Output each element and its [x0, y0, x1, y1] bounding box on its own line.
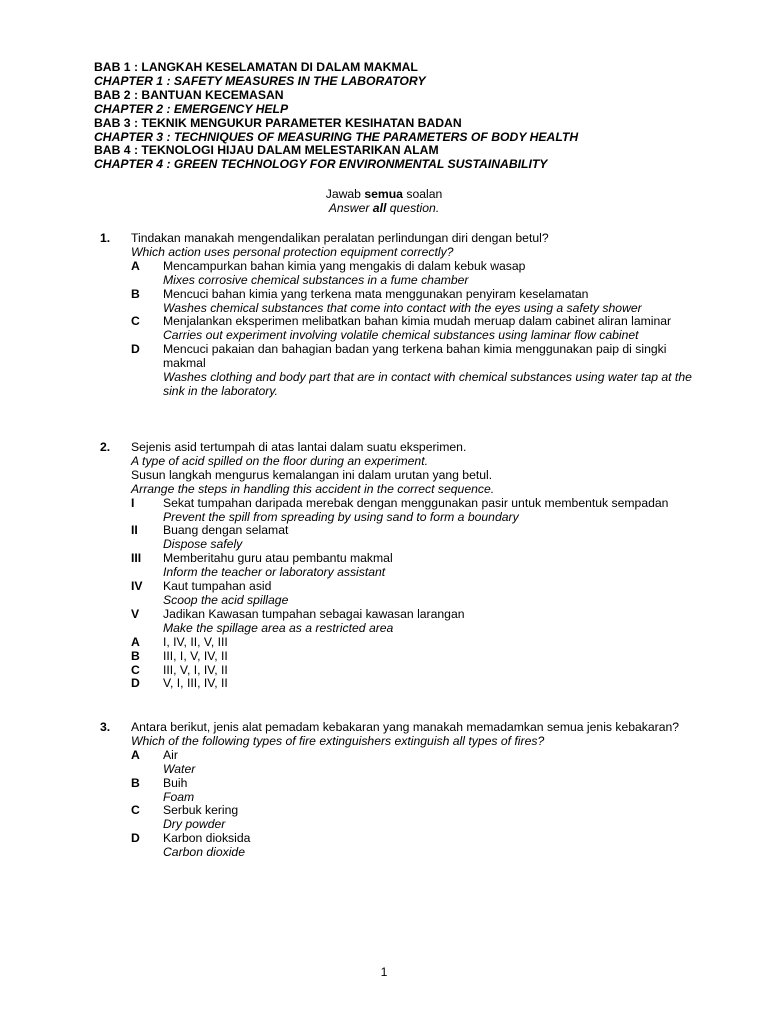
- question-stem: Antara berikut, jenis alat pemadam kebakaran yang manakah memadamkan semua jenis kebakaran?: [131, 720, 680, 734]
- chapter-3-title-en: CHAPTER 3 : TECHNIQUES OF MEASURING THE PARAMETERS OF BODY HEALTH: [94, 129, 579, 144]
- option-d[interactable]: [131, 677, 700, 691]
- step-label: IV: [131, 579, 143, 594]
- option-label: A: [131, 634, 140, 649]
- option-text-en: Foam: [163, 789, 195, 804]
- option-text: III, I, V, IV, II: [163, 648, 228, 663]
- question-stem-2: Susun langkah mengurus kemalangan ini dalam urutan yang betul.: [131, 467, 493, 482]
- instructions: [0, 188, 768, 216]
- option-text-en: Mixes corrosive chemical substances in a fume chamber: [163, 272, 469, 287]
- option-label: A: [131, 747, 140, 762]
- option-text: Air: [163, 747, 178, 762]
- chapter-2-title-ms: BAB 2 : BANTUAN KECEMASAN: [94, 87, 284, 102]
- option-d[interactable]: [131, 832, 700, 860]
- option-b[interactable]: [131, 288, 700, 316]
- option-d[interactable]: [131, 343, 700, 399]
- chapter-3-title-ms: BAB 3 : TEKNIK MENGUKUR PARAMETER KESIHATAN BADAN: [94, 115, 462, 130]
- option-text: Menjalankan eksperimen melibatkan bahan kimia mudah meruap dalam cabinet aliran laminar: [163, 314, 672, 329]
- step-ii: [131, 524, 700, 552]
- option-label: C: [131, 314, 140, 329]
- question-number: 1.: [100, 231, 111, 245]
- question-number: 3.: [100, 720, 111, 734]
- page-number: 1: [380, 965, 388, 979]
- question-2: [100, 441, 700, 691]
- question-stem: Tindakan manakah mengendalikan peralatan perlindungan diri dengan betul?: [131, 231, 549, 245]
- option-label: D: [131, 831, 140, 846]
- chapter-1-title-ms: BAB 1 : LANGKAH KESELAMATAN DI DALAM MAKMAL: [94, 60, 418, 74]
- chapter-headers: [94, 61, 714, 172]
- option-label: B: [131, 648, 140, 663]
- option-a[interactable]: [131, 260, 700, 288]
- instruction-en-pre: Answer: [328, 200, 373, 215]
- option-label: B: [131, 775, 140, 790]
- option-b[interactable]: [131, 777, 700, 805]
- option-text-en: Carries out experiment involving volatile chemical substances using laminar flow cabinet: [163, 328, 639, 343]
- chapter-1-title-en: CHAPTER 1 : SAFETY MEASURES IN THE LABORATORY: [94, 73, 426, 88]
- option-label: B: [131, 286, 140, 301]
- option-text: Mencampurkan bahan kimia yang mengakis di dalam kebuk wasap: [163, 258, 526, 273]
- instruction-en-post: question.: [386, 200, 440, 215]
- option-text-en: Water: [163, 761, 196, 776]
- step-iv: [131, 580, 700, 608]
- step-iii: [131, 552, 700, 580]
- option-text: Buih: [163, 775, 188, 790]
- instruction-ms: [0, 188, 768, 202]
- chapter-4-title-ms: BAB 4 : TEKNOLOGI HIJAU DALAM MELESTARIKAN ALAM: [94, 143, 439, 158]
- question-stem-en: A type of acid spilled on the floor during an experiment.: [131, 453, 428, 468]
- option-label: C: [131, 803, 140, 818]
- step-text-en: Scoop the acid spillage: [163, 592, 289, 607]
- question-3: [100, 721, 700, 860]
- step-i: [131, 497, 700, 525]
- option-text-en: Dry powder: [163, 817, 226, 832]
- option-text: Mencuci pakaian dan bahagian badan yang terkena bahan kimia menggunakan paip di singki makmal: [163, 342, 667, 371]
- option-text: Mencuci bahan kimia yang terkena mata menggunakan penyiram keselamatan: [163, 286, 589, 301]
- option-a[interactable]: [131, 636, 700, 650]
- option-c[interactable]: [131, 315, 700, 343]
- step-text: Memberitahu guru atau pembantu makmal: [163, 551, 393, 566]
- option-text-en: Washes chemical substances that come into contact with the eyes using a safety shower: [163, 300, 642, 315]
- step-text-en: Dispose safely: [163, 537, 243, 552]
- option-label: C: [131, 662, 140, 677]
- option-text: III, V, I, IV, II: [163, 662, 228, 677]
- option-text-en: Washes clothing and body part that are in contact with chemical substances using water tap at the sink in the laboratory.: [163, 370, 692, 398]
- instruction-ms-bold: semua: [364, 187, 403, 201]
- option-text: Karbon dioksida: [163, 831, 251, 846]
- option-text: Serbuk kering: [163, 803, 239, 818]
- question-stem-en: Which of the following types of fire extinguishers extinguish all types of fires?: [131, 733, 545, 748]
- option-a[interactable]: [131, 749, 700, 777]
- option-text-en: Carbon dioxide: [163, 845, 245, 860]
- option-label: D: [131, 342, 140, 357]
- step-label: II: [131, 523, 138, 538]
- step-label: V: [131, 606, 140, 621]
- instruction-ms-pre: Jawab: [325, 187, 365, 201]
- step-text: Kaut tumpahan asid: [163, 579, 272, 594]
- option-label: D: [131, 676, 140, 691]
- option-c[interactable]: [131, 804, 700, 832]
- chapter-2-title-en: CHAPTER 2 : EMERGENCY HELP: [94, 101, 289, 116]
- question-1: [100, 232, 700, 399]
- step-v: [131, 608, 700, 636]
- step-text: Sekat tumpahan daripada merebak dengan menggunakan pasir untuk membentuk sempadan: [163, 495, 669, 510]
- option-label: A: [131, 258, 140, 273]
- option-text: I, IV, II, V, III: [163, 634, 228, 649]
- instruction-ms-post: soalan: [402, 187, 443, 201]
- instruction-en: [0, 202, 768, 216]
- step-text-en: Make the spillage area as a restricted area: [163, 620, 394, 635]
- step-label: III: [131, 551, 142, 566]
- question-stem: Sejenis asid tertumpah di atas lantai dalam suatu eksperimen.: [131, 440, 467, 454]
- instruction-en-bold: all: [372, 200, 387, 215]
- question-number: 2.: [100, 440, 111, 454]
- step-text-en: Prevent the spill from spreading by using sand to form a boundary: [163, 509, 519, 524]
- option-c[interactable]: [131, 664, 700, 678]
- step-text: Buang dengan selamat: [163, 523, 289, 538]
- question-stem-en: Which action uses personal protection equipment correctly?: [131, 244, 454, 259]
- chapter-4-title-en: CHAPTER 4 : GREEN TECHNOLOGY FOR ENVIRONMENTAL SUSTAINABILITY: [94, 157, 548, 172]
- step-text-en: Inform the teacher or laboratory assistant: [163, 565, 386, 580]
- option-text: V, I, III, IV, II: [163, 676, 228, 691]
- option-b[interactable]: [131, 650, 700, 664]
- question-stem-2-en: Arrange the steps in handling this accident in the correct sequence.: [131, 481, 495, 496]
- step-text: Jadikan Kawasan tumpahan sebagai kawasan larangan: [163, 606, 465, 621]
- step-label: I: [131, 495, 135, 510]
